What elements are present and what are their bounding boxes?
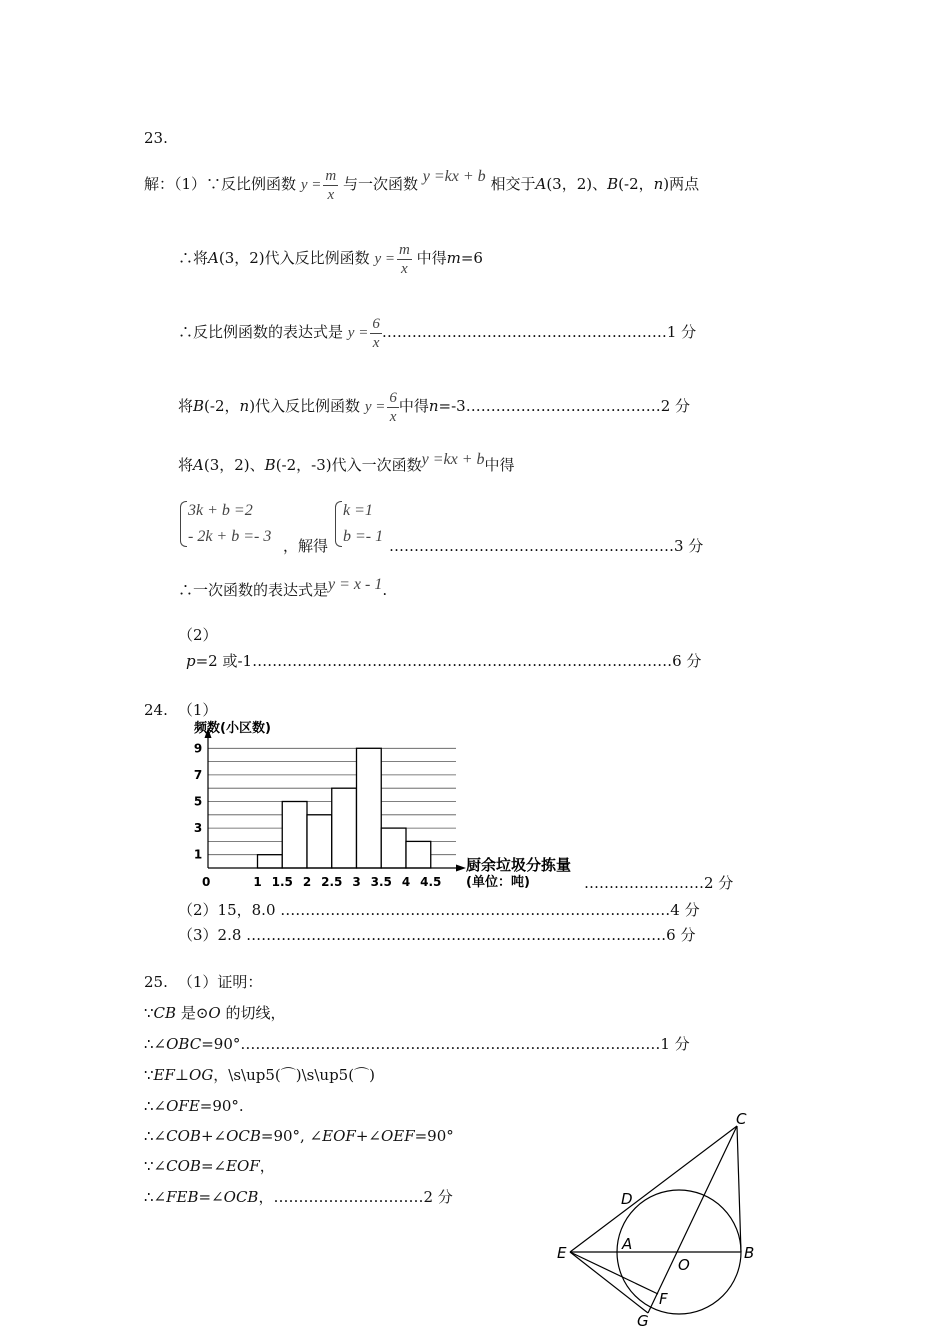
q24-part1-score: ……………………2 分: [584, 874, 734, 892]
q23-step-6: [178, 576, 388, 601]
step2-prefix: ∴反比例函数的表达式是: [178, 323, 344, 341]
point-a: A: [535, 175, 547, 193]
equation-system-1: [188, 498, 271, 550]
step1-coords: (3，2)代入反比例函数: [218, 249, 370, 267]
n-var: n: [428, 397, 439, 415]
y-tick-label: 7: [193, 767, 203, 782]
step3-mid: )代入反比例函数: [249, 397, 361, 415]
linear-function-formula: y =kx + b: [422, 168, 486, 185]
q25-number: 25. （1）证明：: [144, 973, 263, 991]
step3-coords: (-2，: [204, 397, 240, 415]
solve-word: ，解得: [283, 537, 329, 555]
step2-score: …………………………………………………1 分: [381, 323, 697, 341]
x-tick-label: 2.5: [321, 875, 343, 889]
label-g: G: [637, 1312, 649, 1330]
linear-function-result: y = x - 1: [328, 576, 383, 593]
step3-suffix: 中得: [398, 397, 429, 415]
label-f: F: [659, 1290, 668, 1308]
q23-number: 23.: [144, 129, 168, 147]
q23-intersect-text: 相交于: [490, 175, 536, 193]
point-a: A: [208, 249, 219, 267]
step6-prefix: ∴一次函数的表达式是: [178, 581, 329, 599]
histogram-bar: [357, 748, 382, 868]
q23-part2-answer: [186, 651, 701, 671]
q25-line-2: ∴∠OBC=90°…………………………………………………………………………1 分: [144, 1035, 690, 1053]
n-value-score: =-3…………………………………2 分: [438, 397, 691, 415]
x-tick-label: 3: [352, 875, 361, 889]
point-a: A: [193, 456, 204, 474]
equation-row: 3k + b =2: [188, 502, 253, 519]
histogram-chart: [190, 718, 610, 893]
step4-prefix: 将: [178, 456, 194, 474]
label-b: B: [744, 1244, 755, 1262]
x-tick-label: 1.5: [271, 875, 293, 889]
point-b: B: [607, 175, 619, 193]
segment-eg: [570, 1252, 648, 1313]
n-var: n: [653, 175, 664, 193]
equation-row: - 2k + b =- 3: [188, 528, 272, 545]
equation-system-2: [343, 498, 383, 550]
histogram-bar: [307, 815, 332, 868]
y-tick-label: 1: [193, 847, 203, 862]
y-tick-label: 5: [193, 794, 203, 809]
equation-row: k =1: [343, 502, 373, 519]
q23-step-4: [178, 451, 515, 476]
histogram-bar: [381, 828, 406, 868]
equation-row: b =- 1: [343, 528, 384, 545]
inverse-function-result: y = $\frac{6}{x}$: [364, 389, 397, 425]
origin-label: 0: [202, 875, 211, 889]
q23-step-3: [178, 382, 690, 431]
q25-line-3: ∵EF⊥OG，\s\up5(⌒)\s\up5(⌒): [144, 1066, 375, 1084]
x-tick-label: 3.5: [370, 875, 392, 889]
inverse-function-formula: y = $\frac{m}{x}$: [374, 241, 410, 277]
linear-function-formula: y =kx + b: [421, 451, 485, 468]
x-tick-label: 4: [401, 875, 411, 889]
q24-part3: （3）2.8 …………………………………………………………………………6 分: [178, 926, 696, 944]
segment-ef: [570, 1252, 658, 1294]
histogram-bar: [406, 841, 431, 868]
x-axis-arrow: [456, 865, 466, 872]
point-a-coords: (3，2)、: [546, 175, 608, 193]
step5-score: …………………………………………………3 分: [389, 537, 704, 555]
m-value: =6: [460, 249, 483, 267]
segment-ec: [570, 1126, 737, 1252]
label-d: D: [621, 1190, 633, 1208]
label-a: A: [622, 1235, 633, 1253]
q23-part2-label: （2）: [178, 626, 218, 644]
step4-b: (-2，-3)代入一次函数: [275, 456, 422, 474]
point-b-coords: (-2，: [618, 175, 654, 193]
point-b: B: [264, 456, 276, 474]
x-axis-label: 厨余垃圾分拣量: [466, 856, 572, 874]
m-var: m: [446, 249, 461, 267]
q23-solve-label: 解：（1）∵反比例函数: [144, 175, 297, 193]
p-answer: =2 或-1…………………………………………………………………………6 分: [195, 652, 702, 670]
step4-a: (3，2)、: [203, 456, 265, 474]
y-tick-label: 9: [193, 741, 203, 756]
step4-suffix: 中得: [484, 456, 515, 474]
p-var: p: [186, 652, 196, 670]
q25-line-4: ∴∠OFE=90°.: [144, 1097, 244, 1115]
q25-part1-label: （1）证明：: [177, 973, 263, 991]
x-tick-label: 2: [302, 875, 312, 889]
histogram-bar: [282, 802, 307, 869]
point-b: B: [193, 397, 205, 415]
label-o: O: [678, 1256, 690, 1274]
q25-line-6: ∵∠COB=∠EOF，: [144, 1157, 275, 1175]
segment-cg: [648, 1126, 737, 1313]
x-tick-label: 1: [253, 875, 262, 889]
q25-line-1: ∵CB 是⊙O 的切线，: [144, 1004, 286, 1022]
histogram-bar: [258, 855, 283, 868]
histogram-bar: [332, 788, 357, 868]
step3-prefix: 将: [178, 397, 194, 415]
q25-line-5: ∴∠COB+∠OCB=90°, ∠EOF+∠OEF=90°: [144, 1127, 454, 1145]
inverse-function-result: y = $\frac{6}{x}$: [347, 315, 380, 351]
q24-part2: （2）15，8.0 ……………………………………………………………………4 分: [178, 901, 700, 919]
q23-line-1: [144, 160, 699, 209]
y-axis-label: 频数(小区数): [194, 721, 271, 736]
step1-suffix: 中得: [416, 249, 447, 267]
step6-end: .: [382, 581, 388, 599]
two-points-text: )两点: [663, 175, 700, 193]
q23-step-1: [178, 234, 483, 283]
geometry-figure: [548, 1108, 768, 1338]
step1-prefix: ∴将: [178, 249, 209, 267]
q23-mid-text: 与一次函数: [342, 175, 418, 193]
label-e: E: [557, 1244, 567, 1262]
x-tick-label: 4.5: [420, 875, 442, 889]
n-var: n: [239, 397, 250, 415]
q25-line-7: ∴∠FEB=∠OCB，…………………………2 分: [144, 1188, 453, 1206]
q23-step-2: [178, 308, 696, 357]
inverse-function-formula: y = $\frac{m}{x}$: [300, 167, 337, 203]
y-tick-label: 3: [193, 821, 203, 836]
label-c: C: [736, 1110, 747, 1128]
q24-part1-label: （1）: [177, 701, 218, 719]
x-axis-unit: (单位：吨): [466, 875, 530, 890]
q24-number: 24. （1）: [144, 701, 218, 719]
